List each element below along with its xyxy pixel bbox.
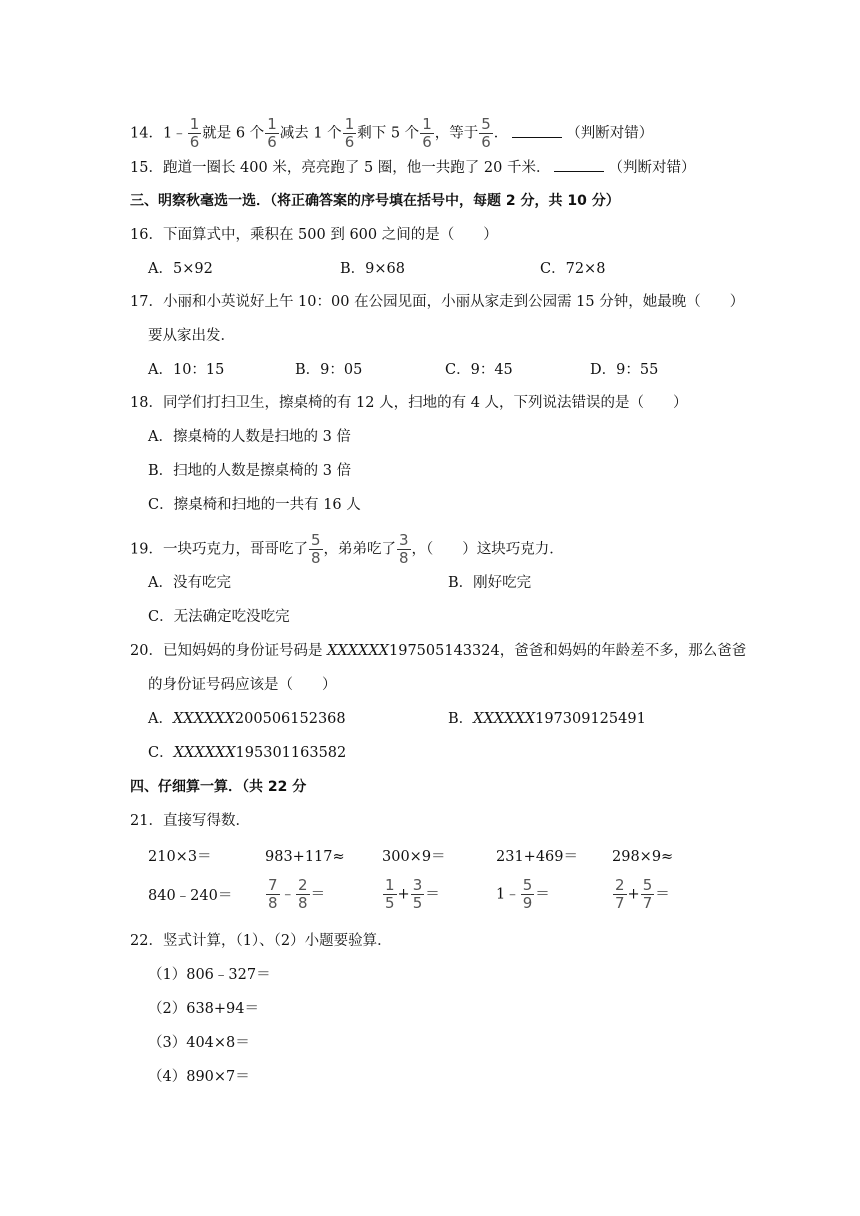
text: 剩下 5 个 [357, 125, 420, 142]
fraction: $\frac{3}{8}$ [399, 531, 409, 567]
option-a: A．没有吃完 [148, 575, 231, 591]
calc-item-fraction: $\frac{2}{7}$ + $\frac{5}{7}$ ＝ [615, 876, 670, 912]
question-17-line-2: 要从家出发． [148, 328, 235, 344]
fraction: $\frac{1}{6}$ [344, 115, 355, 151]
calc-item: （3）404×8＝ [148, 1035, 250, 1051]
calc-item: 300×9＝ [382, 849, 446, 865]
question-20-line-2: 的身份证号码应该是（ ） [148, 677, 337, 693]
question-14 [130, 116, 653, 151]
calc-item: 840﹣240＝ [148, 888, 233, 904]
option-b: B．XXXXXX197309125491 [448, 711, 646, 727]
option-c: C．擦桌椅和扫地的一共有 16 人 [148, 497, 361, 513]
calc-item: 231+469＝ [496, 849, 579, 865]
text: 19．一块巧克力，哥哥吃了 [130, 541, 308, 558]
question-20-line-1 [130, 641, 746, 661]
question-18: 18．同学们打扫卫生，擦桌椅的有 12 人，扫地的有 4 人，下列说法错误的是（ ） [130, 395, 688, 411]
text: ． [493, 125, 509, 142]
calc-item-fraction: 1﹣ $\frac{5}{9}$ ＝ [496, 876, 550, 912]
calc-item: （1）806﹣327＝ [148, 967, 271, 983]
calc-item: （4）890×7＝ [148, 1069, 250, 1085]
option-b: B．刚好吃完 [448, 575, 532, 591]
text: ，弟弟吃了 [323, 541, 396, 558]
question-21: 21．直接写得数． [130, 813, 250, 829]
section-4-heading: 四、仔细算一算．（共 22 分 [130, 779, 307, 795]
option-b: B．9：05 [295, 362, 363, 378]
text: XXXXXX [327, 643, 389, 659]
option-a: A．5×92 [148, 261, 213, 277]
option-a: A．XXXXXX200506152368 [148, 711, 346, 727]
calc-item-fraction: $\frac{1}{5}$ + $\frac{3}{5}$ ＝ [385, 876, 440, 912]
question-number: 14． [130, 125, 163, 142]
section-3-heading: 三、明察秋毫选一选．（将正确答案的序号填在括号中，每题 2 分，共 10 分） [130, 193, 620, 209]
option-c: C．XXXXXX195301163582 [148, 745, 347, 761]
calc-item: 210×3＝ [148, 849, 212, 865]
fraction: $\frac{1}{6}$ [422, 115, 432, 151]
option-a: A．擦桌椅的人数是扫地的 3 倍 [148, 429, 351, 445]
question-16: 16．下面算式中，乘积在 500 到 600 之间的是（ ） [130, 227, 498, 243]
option-b: B．扫地的人数是擦桌椅的 3 倍 [148, 463, 352, 479]
option-a: A．10：15 [148, 362, 225, 378]
text: 1﹣ [162, 125, 187, 142]
answer-blank[interactable] [512, 124, 562, 138]
fraction: $\frac{1}{6}$ [189, 115, 200, 151]
calc-item: （2）638+94＝ [148, 1001, 260, 1017]
question-19 [130, 532, 564, 567]
option-c: C．72×8 [540, 261, 606, 277]
text: 20．已知妈妈的身份证号码是 [130, 643, 328, 659]
text: 就是 6 个 [202, 125, 265, 142]
calc-item: 298×9≈ [612, 849, 674, 865]
text: 197505143324，爸爸和妈妈的年龄差不多，那么爸爸 [389, 643, 747, 659]
judge-hint: （判断对错） [566, 125, 654, 142]
option-c: C．9：45 [445, 362, 513, 378]
question-22: 22．竖式计算，（1）、（2）小题要验算． [130, 933, 392, 949]
option-b: B．9×68 [340, 261, 405, 277]
option-d: D．9：55 [590, 362, 659, 378]
option-c: C．无法确定吃没吃完 [148, 609, 290, 625]
fraction: $\frac{5}{8}$ [310, 531, 321, 567]
fraction: $\frac{1}{6}$ [267, 115, 277, 151]
question-17-line-1: 17．小丽和小英说好上午 10：00 在公园见面，小丽从家走到公园需 15 分钟，她最晚（ ） [130, 294, 745, 310]
fraction: $\frac{5}{6}$ [481, 115, 491, 151]
calc-item: 983+117≈ [265, 849, 345, 865]
judge-hint: （判断对错） [608, 160, 696, 176]
calc-item-fraction: $\frac{7}{8}$ ﹣ $\frac{2}{8}$ ＝ [268, 876, 326, 912]
answer-blank[interactable] [554, 158, 604, 172]
text: ，（ ）这块巧克力． [411, 541, 564, 558]
text: ，等于 [434, 125, 479, 142]
text: 减去 1 个 [279, 125, 342, 142]
question-text: 15．跑道一圈长 400 米，亮亮跑了 5 圈，他一共跑了 20 千米． [130, 160, 551, 176]
question-15 [130, 158, 695, 178]
